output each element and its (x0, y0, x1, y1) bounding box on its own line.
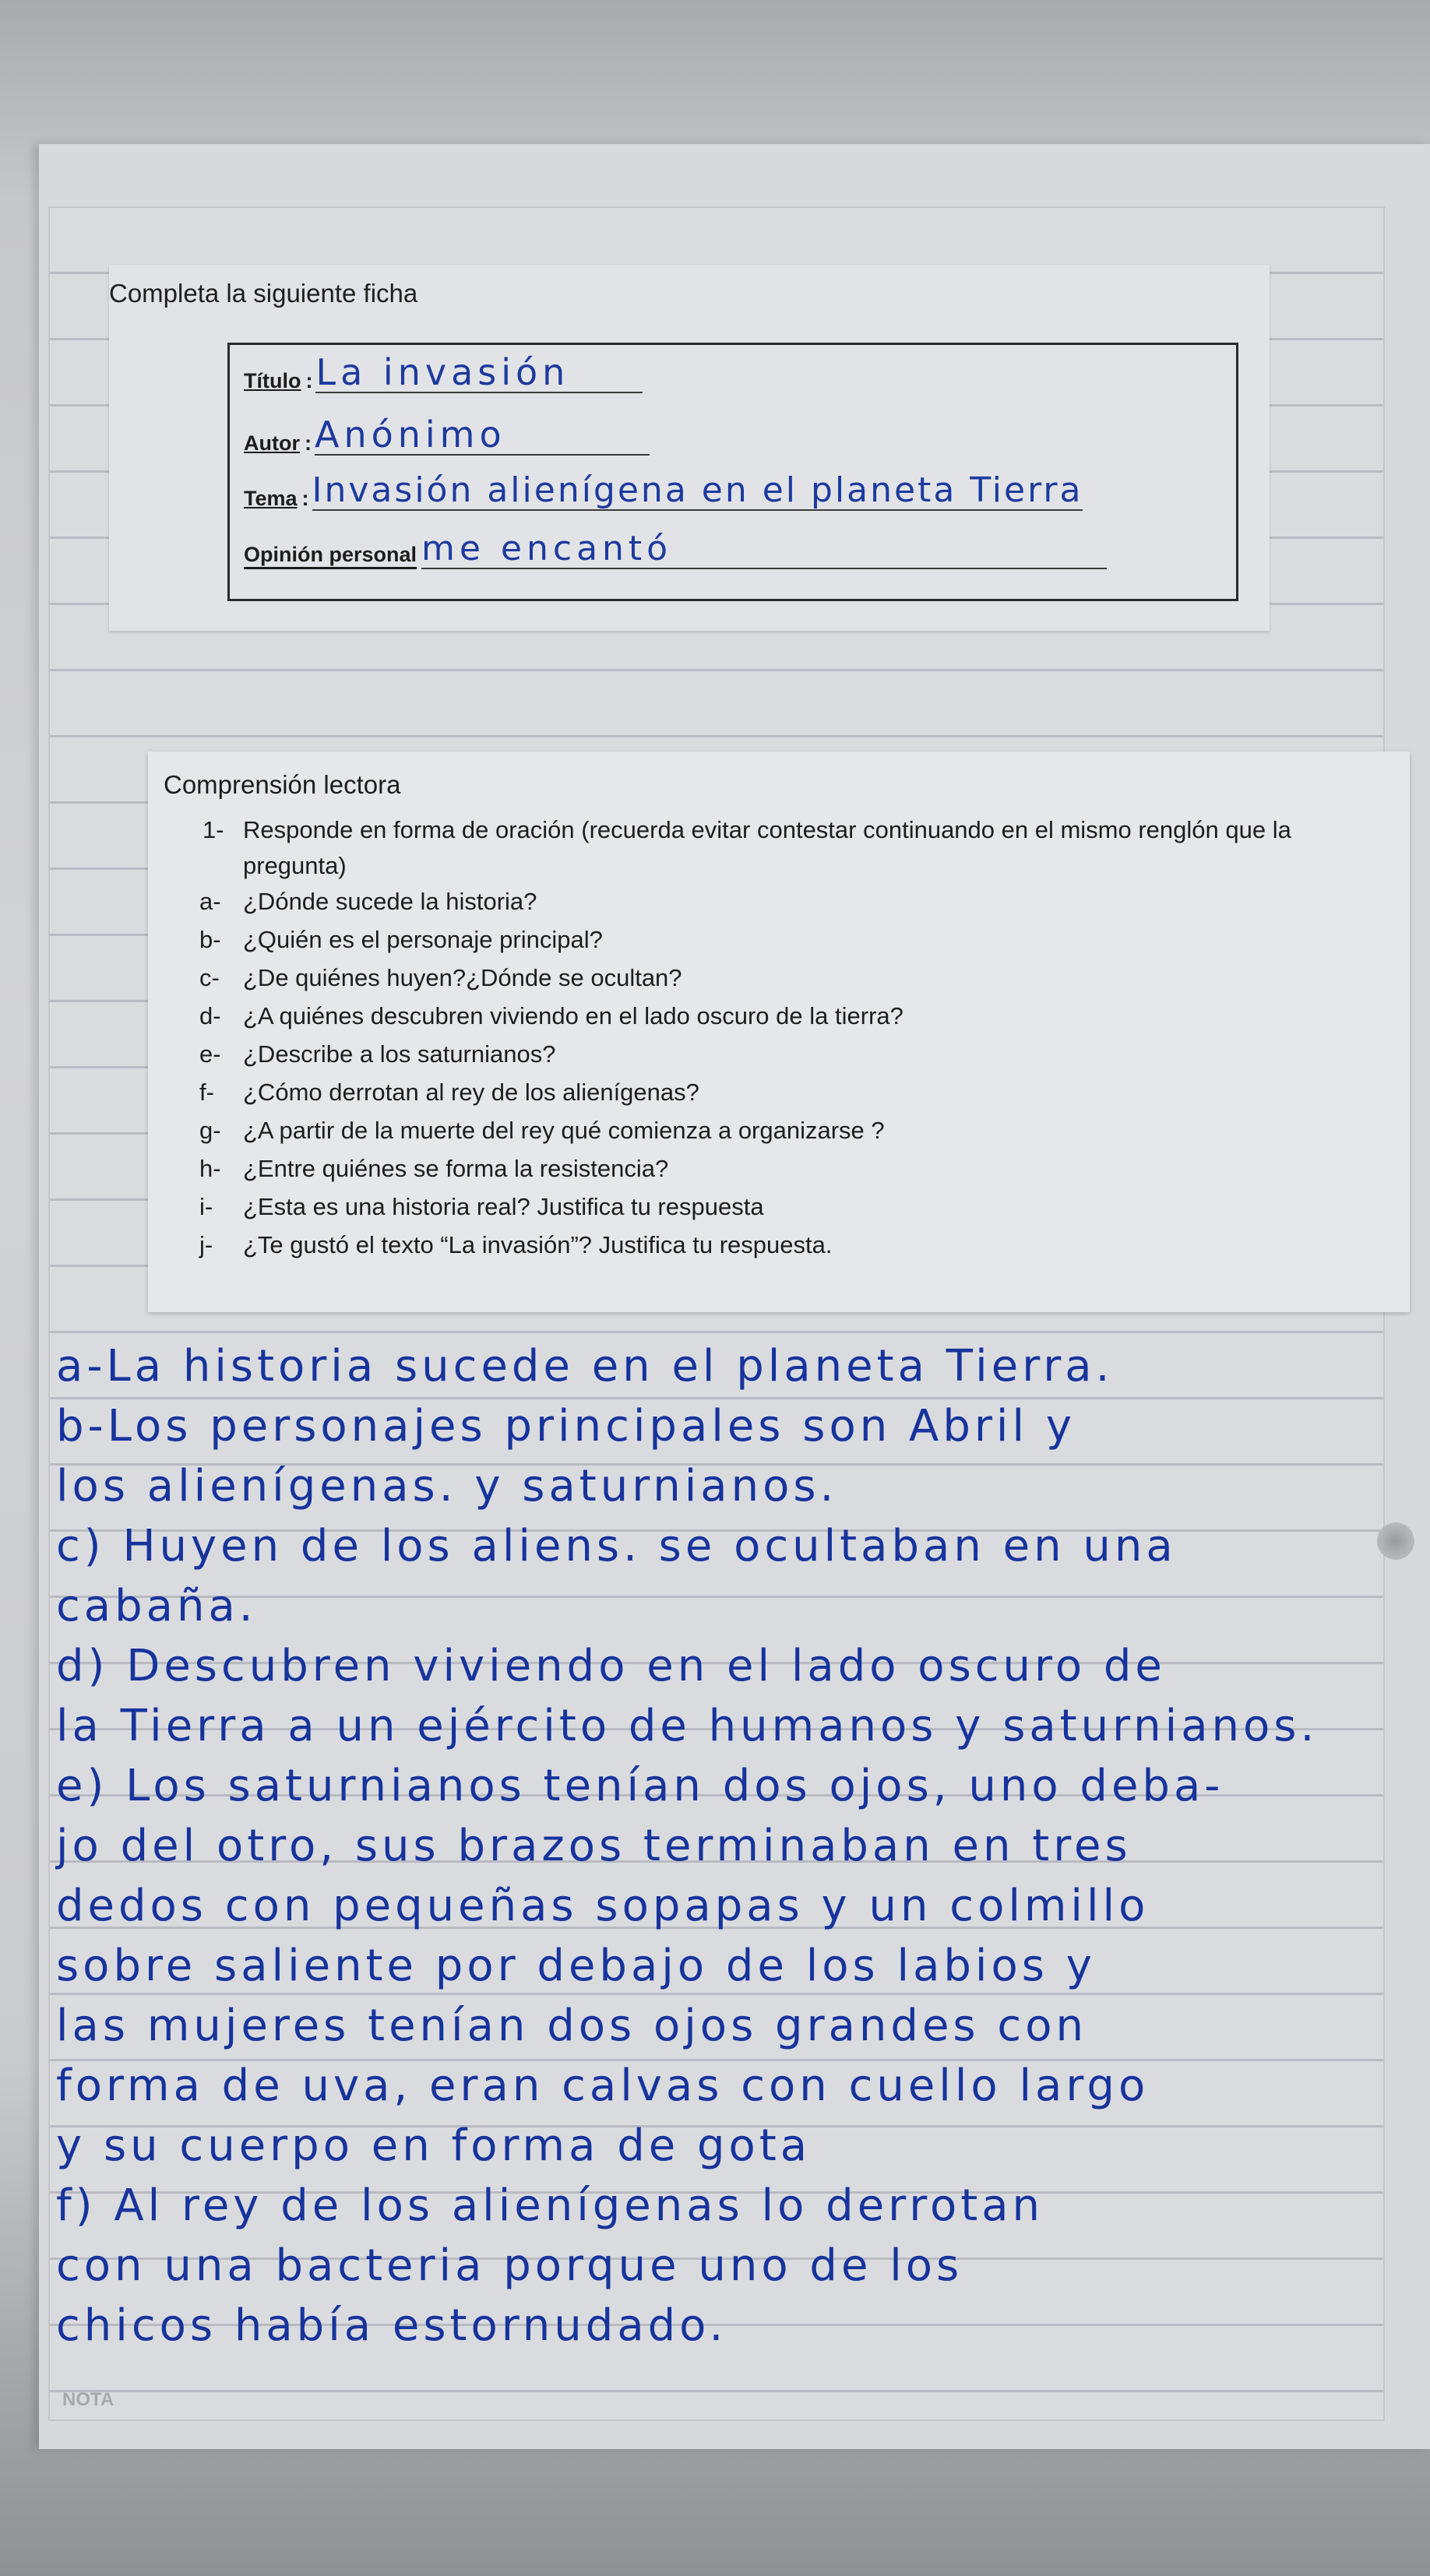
question-letter: b- (199, 926, 221, 953)
question-item (199, 1079, 699, 1107)
titulo-row: Título : La invasión (244, 354, 643, 393)
ficha-sheet (109, 265, 1270, 631)
answer-line: e) Los saturnianos tenían dos ojos, uno deba- (56, 1761, 1224, 1811)
autor-answer: Anónimo (315, 417, 650, 456)
comprension-sheet (148, 751, 1410, 1312)
autor-label: Autor (244, 431, 300, 455)
answer-line: con una bacteria porque uno de los (56, 2240, 963, 2291)
question-item (199, 926, 603, 954)
question-text: ¿Dónde sucede la historia? (243, 888, 537, 915)
answer-line: la Tierra a un ejército de humanos y saturnianos. (56, 1701, 1319, 1751)
answer-line: forma de uva, eran calvas con cuello largo (56, 2060, 1150, 2111)
instruction-text: Responde en forma de oración (recuerda evitar contestar continuando en el mismo renglón que la pregunta) (243, 816, 1291, 879)
ficha-box (227, 343, 1238, 601)
question-letter: j- (199, 1231, 213, 1258)
question-text: ¿A partir de la muerte del rey qué comienza a organizarse ? (243, 1117, 885, 1144)
question-letter: g- (199, 1117, 221, 1144)
question-item (199, 1231, 832, 1259)
answer-line: c) Huyen de los aliens. se ocultaban en una (56, 1521, 1177, 1571)
answer-line: cabaña. (56, 1581, 257, 1631)
opinion-answer: me encantó (421, 532, 1107, 569)
question-item (199, 1040, 555, 1068)
answer-line: sobre saliente por debajo de los labios y (56, 1941, 1096, 1991)
question-letter: i- (199, 1193, 213, 1220)
question-text: ¿Te gustó el texto “La invasión”? Justifica tu respuesta. (243, 1231, 833, 1258)
handwritten-answers (48, 1328, 1382, 2351)
answer-line: a-La historia sucede en el planeta Tierra. (56, 1341, 1114, 1392)
comprension-heading: Comprensión lectora (164, 770, 401, 799)
answer-line: d) Descubren viviendo en el lado oscuro de (56, 1641, 1166, 1691)
instruction (203, 812, 1394, 884)
titulo-answer: La invasión (315, 354, 643, 393)
opinion-row (244, 529, 1107, 569)
question-text: ¿Esta es una historia real? Justifica tu respuesta (243, 1193, 764, 1220)
tema-answer: Invasión alienígena en el planeta Tierra (312, 470, 1083, 510)
question-item (199, 964, 682, 992)
ficha-heading: Completa la siguiente ficha (109, 279, 418, 308)
question-letter: d- (199, 1002, 221, 1029)
tema-label: Tema (244, 487, 298, 510)
autor-row: Autor : Anónimo (244, 417, 650, 456)
question-letter: a- (199, 888, 221, 915)
question-letter: h- (199, 1155, 221, 1182)
tema-row: Tema : Invasión alienígena en el planeta Tierra (244, 470, 1083, 510)
answer-line: dedos con pequeñas sopapas y un colmillo (56, 1881, 1150, 1931)
question-letter: c- (199, 964, 220, 991)
question-text: ¿Cómo derrotan al rey de los alienígenas? (243, 1079, 699, 1106)
question-text: ¿Describe a los saturnianos? (243, 1040, 556, 1068)
opinion-label: Opinión personal (244, 543, 417, 569)
answer-line: jo del otro, sus brazos terminaban en tres (56, 1821, 1132, 1871)
titulo-label: Título (244, 369, 301, 392)
question-letter: e- (199, 1040, 221, 1068)
answer-line: las mujeres tenían dos ojos grandes con (56, 2001, 1087, 2051)
answer-line: y su cuerpo en forma de gota (56, 2120, 812, 2171)
question-item (199, 1002, 903, 1030)
question-text: ¿Entre quiénes se forma la resistencia? (243, 1155, 669, 1182)
question-item (199, 1193, 764, 1221)
answer-line: b-Los personajes principales son Abril y (56, 1401, 1076, 1452)
answer-line: chicos había estornudado. (56, 2300, 727, 2351)
answer-line: f) Al rey de los alienígenas lo derrotan (56, 2180, 1044, 2231)
question-text: ¿Quién es el personaje principal? (243, 926, 603, 953)
paper-hole-shadow (1377, 1522, 1414, 1560)
question-item (199, 1117, 885, 1145)
question-text: ¿De quiénes huyen?¿Dónde se ocultan? (243, 964, 682, 991)
answer-line: los alienígenas. y saturnianos. (56, 1461, 838, 1511)
question-item (199, 1155, 668, 1183)
question-item (199, 888, 537, 916)
nota-label: NOTA (62, 2389, 114, 2410)
instruction-number: 1- (203, 816, 224, 843)
question-letter: f- (199, 1079, 214, 1106)
question-text: ¿A quiénes descubren viviendo en el lado oscuro de la tierra? (243, 1002, 903, 1029)
